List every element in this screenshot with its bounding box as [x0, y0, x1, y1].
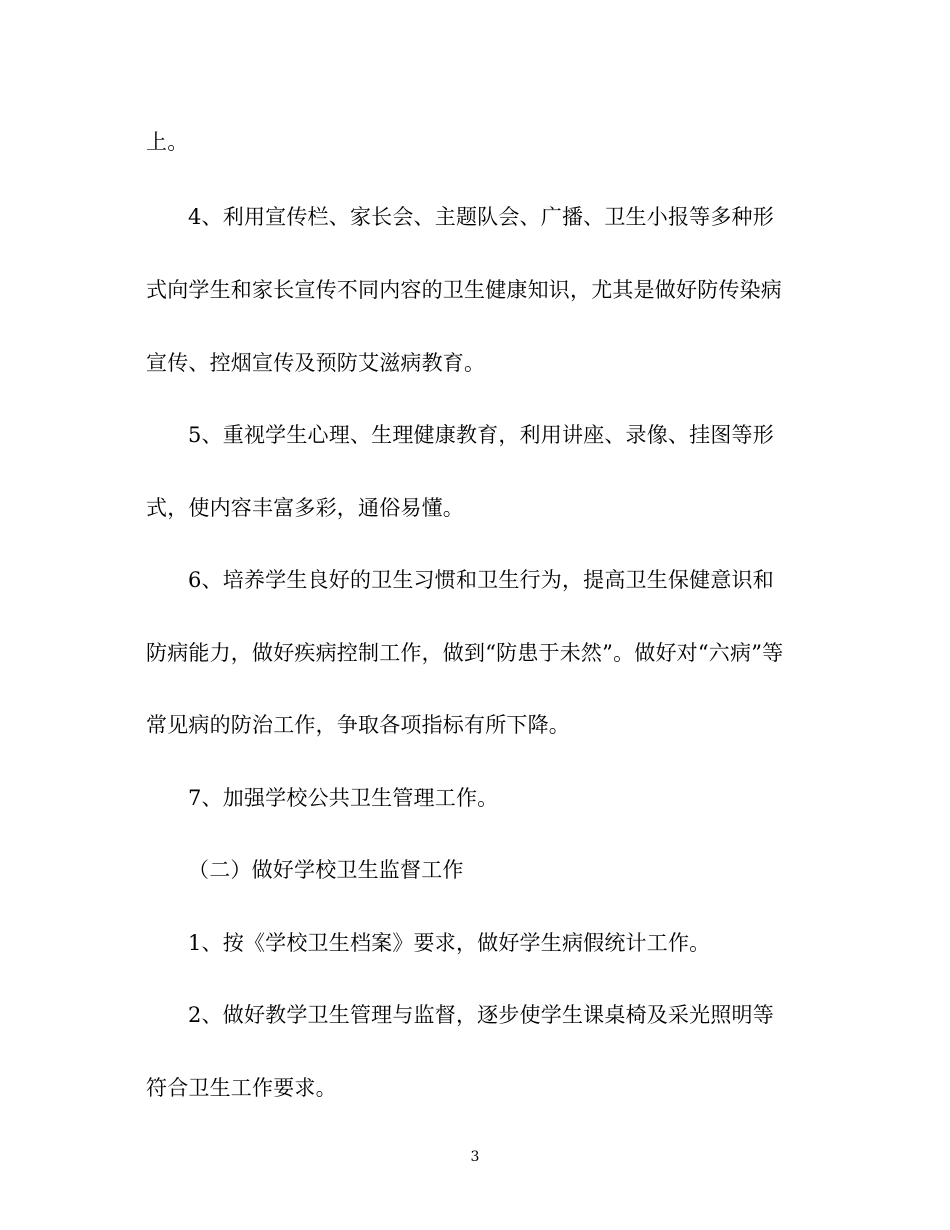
text-line-3: 式向学生和家长宣传不同内容的卫生健康知识，尤其是做好防传染病: [146, 278, 782, 302]
text-line-1: 上。: [146, 130, 189, 154]
text-line-4: 宣传、控烟宣传及预防艾滋病教育。: [146, 351, 486, 375]
text-line-6: 式，使内容丰富多彩，通俗易懂。: [146, 496, 464, 520]
section-heading: （二）做好学校卫生监督工作: [188, 858, 464, 882]
text-line-2: 4、利用宣传栏、家长会、主题队会、广播、卫生小报等多种形: [188, 205, 774, 229]
text-line-7: 6、培养学生良好的卫生习惯和卫生行为，提高卫生保健意识和: [188, 568, 774, 592]
page-number: 3: [470, 1149, 480, 1165]
text-line-14: 符合卫生工作要求。: [146, 1076, 337, 1100]
text-line-8: 防病能力，做好疾病控制工作，做到“防患于未然”。做好对“六病”等: [146, 641, 784, 665]
text-line-9: 常见病的防治工作，争取各项指标有所下降。: [146, 713, 570, 737]
text-line-13: 2、做好教学卫生管理与监督，逐步使学生课桌椅及采光照明等: [188, 1003, 774, 1027]
text-line-5: 5、重视学生心理、生理健康教育，利用讲座、录像、挂图等形: [188, 423, 774, 447]
text-line-10: 7、加强学校公共卫生管理工作。: [188, 786, 499, 810]
text-line-12: 1、按《学校卫生档案》要求，做好学生病假统计工作。: [188, 931, 711, 955]
